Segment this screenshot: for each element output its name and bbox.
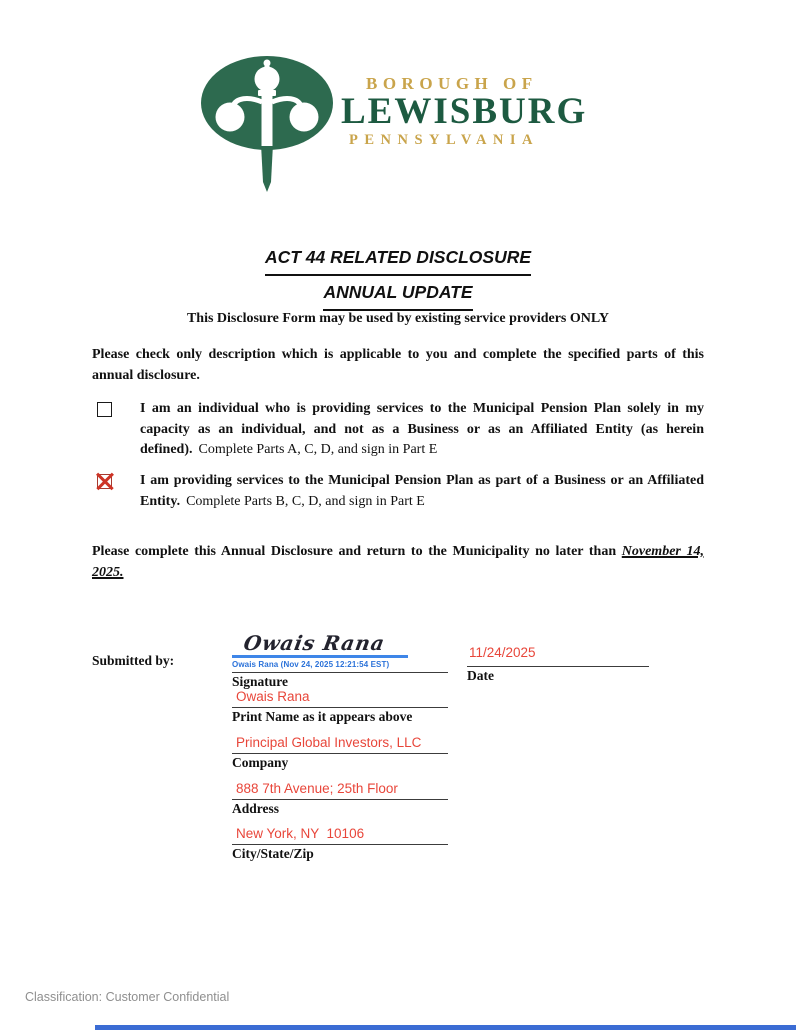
checkbox-checked-x-icon[interactable] <box>97 474 112 489</box>
city-state-zip-label: City/State/Zip <box>232 846 314 861</box>
signature-handwriting: Owais Rana <box>241 631 388 655</box>
option-business-bold-text: I am providing services to the Municipal Pension Plan as part of a Business or an Affiliated Entity. <box>140 473 704 509</box>
print-name-value: Owais Rana <box>232 689 448 708</box>
signature-label: Signature <box>232 674 289 689</box>
title-line-1: ACT 44 RELATED DISCLOSURE <box>265 241 531 276</box>
date-label: Date <box>467 668 494 683</box>
document-title <box>92 241 704 311</box>
esign-timestamp: Owais Rana (Nov 24, 2025 12:21:54 EST) <box>232 660 390 669</box>
print-name-label: Print Name as it appears above <box>232 709 413 724</box>
company-value: Principal Global Investors, LLC <box>232 735 448 754</box>
borough-lamppost-logo-icon <box>200 56 334 194</box>
date-line <box>467 666 649 667</box>
title-line-2: ANNUAL UPDATE <box>323 276 472 311</box>
option-individual-tail-text: Complete Parts A, C, D, and sign in Part E <box>198 442 438 457</box>
classification-footer: Classification: Customer Confidential <box>25 990 230 1004</box>
logo-pennsylvania-text: PENNSYLVANIA <box>349 132 540 148</box>
print-name-field <box>232 689 448 725</box>
option-business-row <box>92 471 704 512</box>
esign-underline <box>232 655 408 658</box>
signature-field <box>232 631 448 690</box>
deadline-date: November 14, 2025. <box>92 544 704 580</box>
option-individual-bold-text: I am an individual who is providing services to the Municipal Pension Plan solely in my capacity as an individual, and not as a Business or as an Affiliated Entity (as herein defined). <box>140 401 704 457</box>
option-business-text <box>140 471 704 512</box>
city-state-zip-value: New York, NY 10106 <box>232 826 448 845</box>
subtitle: This Disclosure Form may be used by existing service providers ONLY <box>186 311 610 326</box>
intro-paragraph: Please check only description which is applicable to you and complete the specified parts of this annual disclosure. <box>92 347 704 383</box>
option-business-tail-text: Complete Parts B, C, D, and sign in Part E <box>186 493 425 509</box>
bottom-blue-bar <box>95 1025 796 1030</box>
option-individual-row <box>92 399 704 461</box>
company-field <box>232 735 448 771</box>
logo-lewisburg-text: LEWISBURG <box>341 91 588 132</box>
date-field <box>467 645 649 684</box>
date-value: 11/24/2025 <box>469 645 536 660</box>
city-state-zip-field <box>232 826 448 862</box>
logo-borough-of-text: BOROUGH OF <box>366 74 538 93</box>
address-value: 888 7th Avenue; 25th Floor <box>232 781 448 800</box>
deadline-text: Please complete this Annual Disclosure and return to the Municipality no later than <box>92 544 622 559</box>
submitted-by-label: Submitted by: <box>92 653 175 668</box>
option-individual-text <box>140 399 704 461</box>
deadline-paragraph <box>92 542 704 583</box>
signature-line <box>232 672 448 673</box>
signature-section <box>92 630 704 875</box>
checkbox-unchecked-icon[interactable] <box>97 402 112 417</box>
address-field <box>232 781 448 817</box>
company-label: Company <box>232 755 289 770</box>
address-label: Address <box>232 801 280 816</box>
